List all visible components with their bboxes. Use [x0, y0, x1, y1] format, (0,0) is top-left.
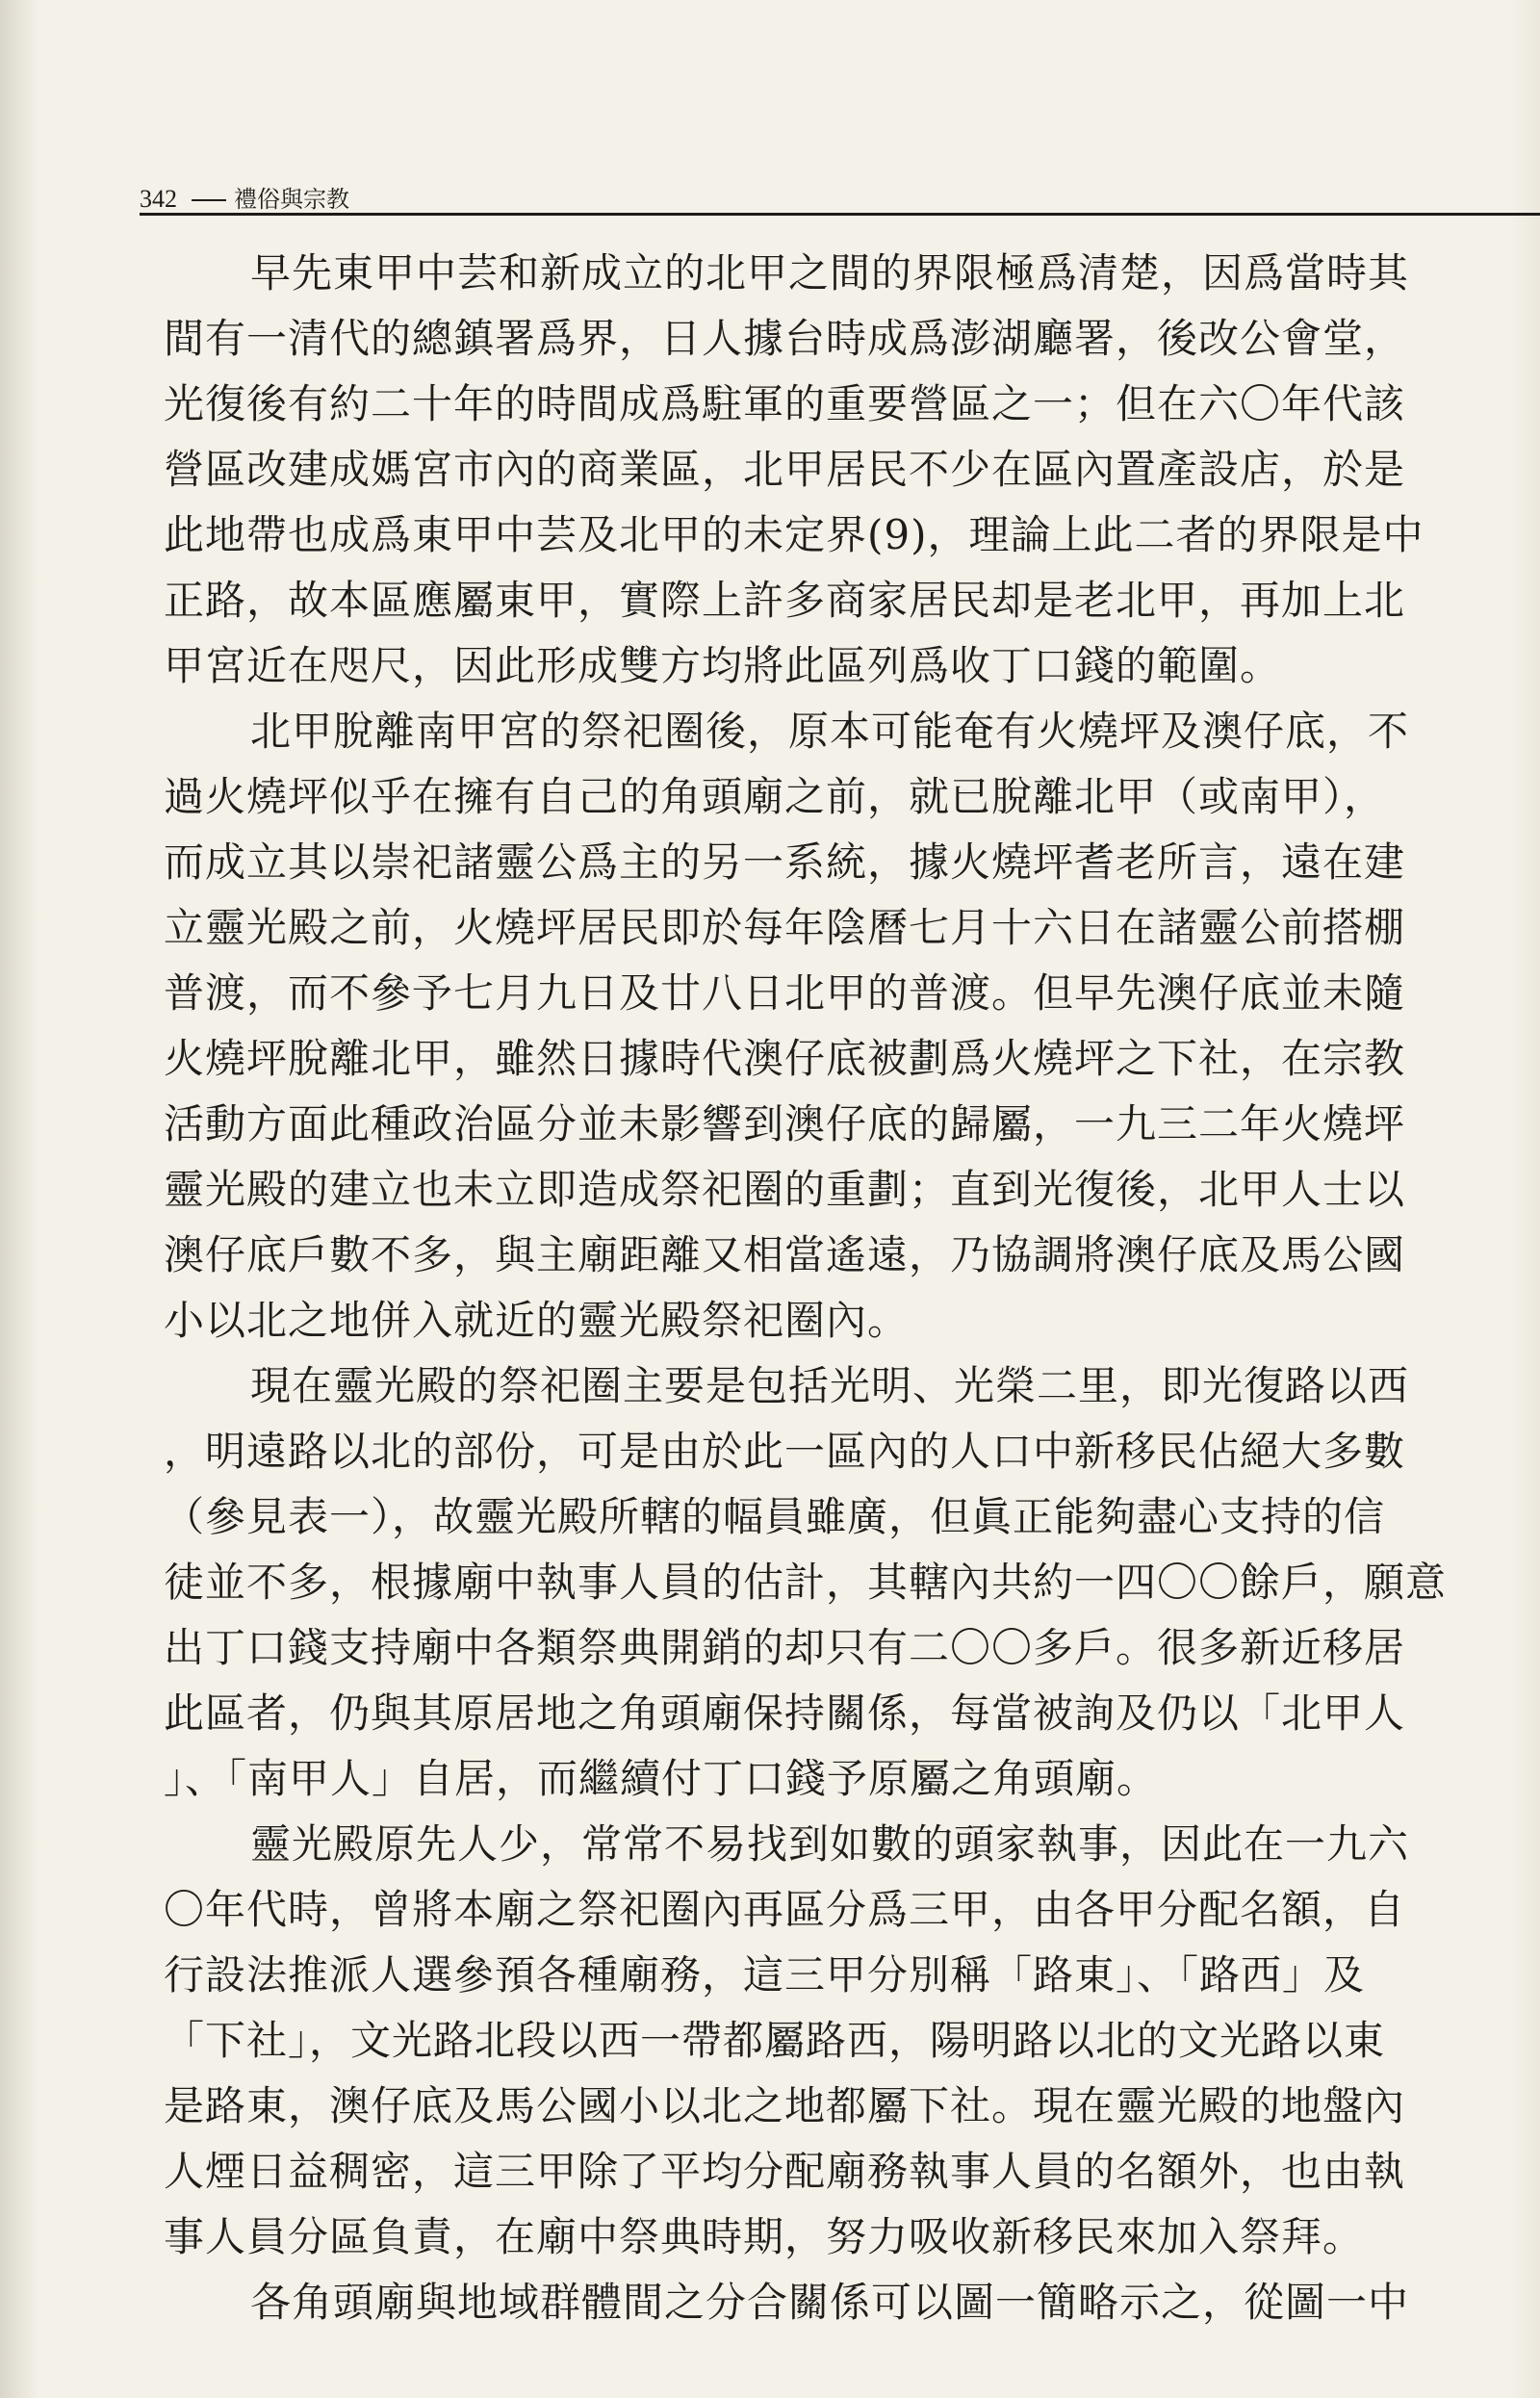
- page-number: 342: [140, 185, 177, 213]
- text-line: ，明遠路以北的部份，可是由於此一區內的人口中新移民佔絕大多數: [164, 1428, 1406, 1475]
- text-line: 活動方面此種政治區分並未影響到澳仔底的歸屬，一九三二年火燒坪: [164, 1100, 1406, 1147]
- text-line: 火燒坪脫離北甲，雖然日據時代澳仔底被劃爲火燒坪之下社，在宗教: [164, 1035, 1406, 1082]
- text-line: 甲宮近在咫尺，因此形成雙方均將此區列爲收丁口錢的範圍。: [164, 642, 1282, 689]
- text-line: 人煙日益稠密，這三甲除了平均分配廟務執事人員的名額外，也由執: [164, 2148, 1406, 2195]
- text-line: 早先東甲中芸和新成立的北甲之間的界限極爲清楚，因爲當時其: [250, 249, 1410, 297]
- text-line: 小以北之地併入就近的靈光殿祭祀圈內。: [164, 1297, 910, 1344]
- text-line: 是路東，澳仔底及馬公國小以北之地都屬下社。現在靈光殿的地盤內: [164, 2082, 1406, 2129]
- text-line: 現在靈光殿的祭祀圈主要是包括光明、光榮二里，即光復路以西: [250, 1362, 1410, 1409]
- text-line: 此地帶也成爲東甲中芸及北甲的未定界(9)，理論上此二者的界限是中: [164, 511, 1424, 558]
- text-line: 「下社」，文光路北段以西一帶都屬路西，陽明路以北的文光路以東: [164, 2017, 1386, 2064]
- text-line: 普渡，而不參予七月九日及廿八日北甲的普渡。但早先澳仔底並未隨: [164, 969, 1406, 1017]
- page-gutter-shadow: [0, 0, 38, 2398]
- text-line: 靈光殿原先人少，常常不易找到如數的頭家執事，因此在一九六: [250, 1820, 1410, 1868]
- header-dash: [192, 199, 226, 201]
- text-line: 徒並不多，根據廟中執事人員的估計，其轄內共約一四〇〇餘戶，願意: [164, 1559, 1448, 1606]
- text-line: 各角頭廟與地域群體間之分合關係可以圖一簡略示之，從圖一中: [250, 2279, 1410, 2326]
- body-text: [164, 241, 1530, 2335]
- text-line: 正路，故本區應屬東甲，實際上許多商家居民却是老北甲，再加上北: [164, 577, 1406, 624]
- text-line: 」、「南甲人」自居，而繼續付丁口錢予原屬之角頭廟。: [164, 1755, 1159, 1802]
- text-line: 行設法推派人選參預各種廟務，這三甲分別稱「路東」、「路西」及: [164, 1951, 1366, 1998]
- text-line: 間有一清代的總鎮署爲界，日人據台時成爲澎湖廳署，後改公會堂，: [164, 315, 1406, 362]
- text-line: 而成立其以崇祀諸靈公爲主的另一系統，據火燒坪耆老所言，遠在建: [164, 838, 1406, 886]
- text-line: 澳仔底戶數不多，與主廟距離又相當遙遠，乃協調將澳仔底及馬公國: [164, 1231, 1406, 1278]
- text-line: 靈光殿的建立也未立即造成祭祀圈的重劃；直到光復後，北甲人士以: [164, 1166, 1406, 1213]
- text-line: 立靈光殿之前，火燒坪居民即於每年陰曆七月十六日在諸靈公前搭棚: [164, 904, 1406, 951]
- text-line: 此區者，仍與其原居地之角頭廟保持關係，每當被詢及仍以「北甲人: [164, 1689, 1406, 1737]
- text-line: 出丁口錢支持廟中各類祭典開銷的却只有二〇〇多戶。很多新近移居: [164, 1624, 1406, 1671]
- text-line: 光復後有約二十年的時間成爲駐軍的重要營區之一；但在六〇年代該: [164, 380, 1406, 427]
- running-head: 禮俗與宗教: [234, 186, 349, 213]
- text-line: 過火燒坪似乎在擁有自己的角頭廟之前，就已脫離北甲（或南甲），: [164, 773, 1386, 820]
- text-line: 事人員分區負責，在廟中祭典時期，努力吸收新移民來加入祭拜。: [164, 2213, 1365, 2260]
- text-line: 北甲脫離南甲宮的祭祀圈後，原本可能奄有火燒坪及澳仔底，不: [250, 708, 1410, 755]
- text-line: （參見表一），故靈光殿所轄的幅員雖廣，但眞正能夠盡心支持的信: [164, 1493, 1386, 1540]
- header-rule: [140, 213, 1540, 216]
- text-line: 營區改建成媽宮市內的商業區，北甲居民不少在區內置產設店，於是: [164, 446, 1406, 493]
- text-line: 〇年代時，曾將本廟之祭祀圈內再區分爲三甲，由各甲分配名額，自: [164, 1886, 1406, 1933]
- page-header: [140, 183, 1540, 216]
